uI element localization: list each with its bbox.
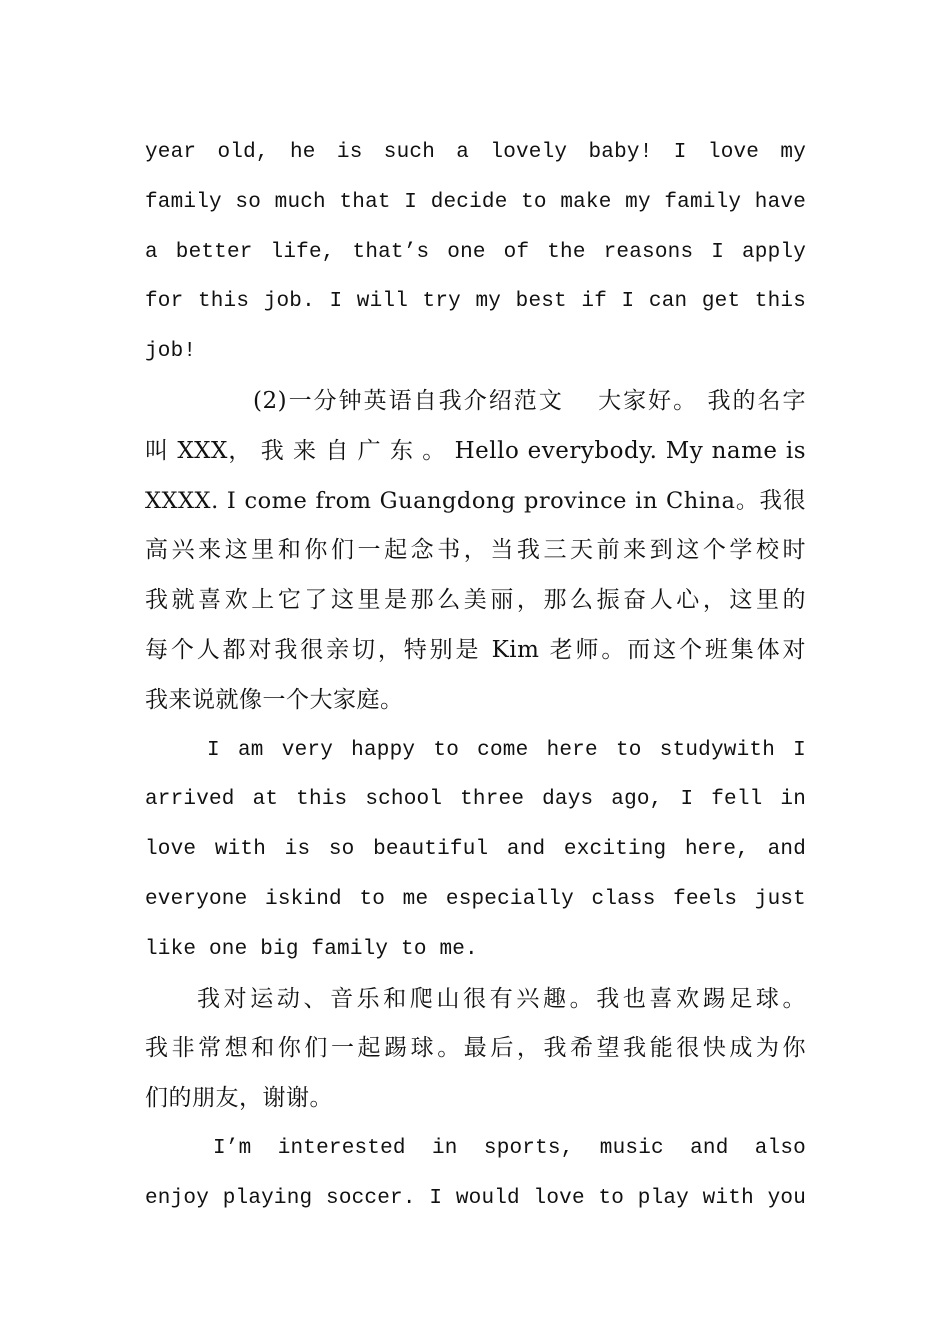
- text-line: like one big family to me.: [145, 937, 478, 961]
- text-line: enjoy playing soccer. I would love to play with you: [145, 1186, 806, 1210]
- text-line: 每个人都对我很亲切，特别是 Kim 老师。而这个班集体对: [145, 636, 806, 663]
- text-line: arrived at this school three days ago, I fell in: [145, 788, 806, 812]
- text-line: 高兴来这里和你们一起念书，当我三天前来到这个学校时: [145, 537, 806, 564]
- text-line: everyone iskind to me especially class feels just: [145, 887, 806, 911]
- text-line: 我对运动、音乐和爬山很有兴趣。我也喜欢踢足球。: [197, 985, 806, 1012]
- text-line: 我来说就像一个大家庭。: [145, 686, 404, 713]
- text-line: 我非常想和你们一起踢球。最后，我希望我能很快成为你: [145, 1035, 806, 1062]
- paragraph-happy-english: [145, 726, 806, 975]
- text-line: for this job. I will try my best if I can get this: [145, 290, 806, 314]
- document-page: [145, 128, 806, 1224]
- text-line: love with is so beautiful and exciting here, and: [145, 838, 806, 862]
- text-line: a better life, that’s one of the reasons I apply: [145, 240, 806, 264]
- paragraph-family: [145, 128, 806, 377]
- section-heading-line: (2)一分钟英语自我介绍范文 大家好。 我的名字: [253, 387, 806, 414]
- text-line: I am very happy to come here to studywith I: [207, 738, 806, 762]
- paragraph-hobbies-english: [145, 1124, 806, 1224]
- paragraph-hobbies-chinese: [145, 975, 806, 1124]
- text-line: year old, he is such a lovely baby! I love my: [145, 141, 806, 164]
- text-line: 叫 XXX， 我 来 自 广 东 。 Hello everybody. My name is: [145, 437, 806, 464]
- text-line: family so much that I decide to make my family have: [145, 190, 806, 214]
- text-line: XXXX. I come from Guangdong province in China。我很: [145, 487, 806, 514]
- paragraph-intro-chinese: [145, 377, 806, 726]
- text-line: 们的朋友，谢谢。: [145, 1085, 333, 1112]
- text-line: I’m interested in sports, music and also: [213, 1136, 806, 1160]
- text-line: job!: [145, 340, 197, 364]
- text-line: 我就喜欢上它了这里是那么美丽，那么振奋人心，这里的: [145, 587, 806, 614]
